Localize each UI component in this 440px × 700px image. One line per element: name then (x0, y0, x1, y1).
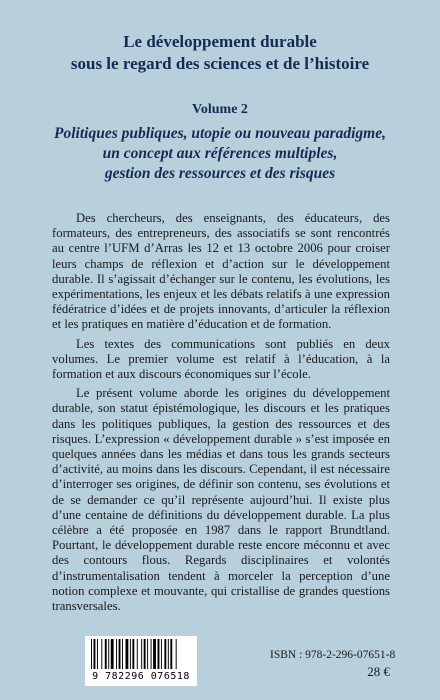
barcode (85, 636, 197, 686)
subtitle-line-3: gestion des ressources et des risques (104, 165, 336, 182)
barcode-number: 9 782296 076518 (92, 671, 190, 682)
title-line-1: Le développement durable (123, 32, 317, 51)
blurb-paragraph-2: Les textes des communications sont publiés en deux volumes. Le premier volume est relatif à l’éducation, à la formation et aux discours économiques sur l’école. (52, 336, 390, 382)
isbn-text: ISBN : 978-2-296-07651-8 (270, 649, 396, 661)
book-subtitle (0, 124, 440, 184)
blurb-text (52, 211, 390, 616)
subtitle-line-1: Politiques publiques, utopie ou nouveau paradigme, (54, 125, 386, 142)
blurb-paragraph-3: Le présent volume aborde les origines du développement durable, son statut épistémologique, les discours et les pratiques dans les politiques publiques, la gestion des ressources et des risques. L’expression « développement durable » s’est imposée en quelques années dans les médias et dans tous les grands secteurs d’activité, au moins dans les discours. Cependant, il est nécessaire d’interroger ses origines, de définir son contenu, ses évolutions et de se demander ce qu’il représente aujourd’hui. Il existe plus d’une centaine de définitions du développement durable. La plus célèbre a été proposée en 1987 dans le rapport Brundtland. Pourtant, le développement durable reste encore méconnu et avec des contours flous. Regards disciplinaires et volontés d’instrumentalisation tendent à morceler la perception d’une notion complexe et mouvante, qui cristallise de grandes questions transversales. (52, 386, 390, 614)
barcode-bars (89, 639, 193, 669)
volume-label: Volume 2 (192, 102, 248, 117)
book-title (0, 31, 440, 75)
subtitle-line-2: un concept aux références multiples, (102, 145, 338, 162)
price-text: 28 € (367, 664, 390, 679)
blurb-paragraph-1: Des chercheurs, des enseignants, des éducateurs, des formateurs, des entrepreneurs, des associatifs se sont rencontrés au centre l’UFM d’Arras les 12 et 13 octobre 2006 pour croiser leurs champs de réflexion et d’action sur le développement durable. Il s’agissait d’échanger sur le contenu, les évolutions, les expérimentations, les enjeux et les débats relatifs à une expression fédératrice d’idées et de projets innovants, d’articuler la réflexion et les pratiques en matière d’éducation et de formation. (52, 211, 390, 332)
title-line-2: sous le regard des sciences et de l’histoire (70, 54, 370, 73)
